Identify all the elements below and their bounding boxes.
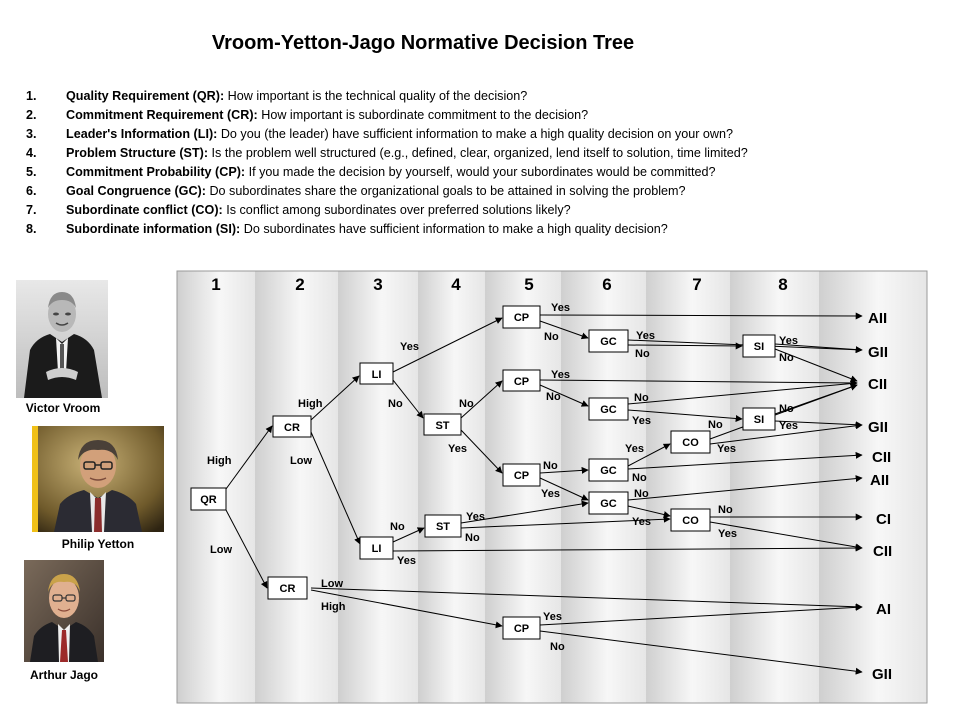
edge-label: Low	[290, 455, 312, 467]
edge-label: No	[779, 403, 794, 415]
edge-label: High	[298, 398, 323, 410]
svg-text:LI: LI	[371, 543, 382, 555]
svg-text:CP: CP	[513, 376, 530, 388]
arthur-jago-photo	[24, 560, 104, 662]
svg-text:CP: CP	[513, 623, 530, 635]
node-qr	[191, 488, 226, 510]
criteria-number: 6.	[26, 184, 37, 198]
edge-label: Yes	[779, 420, 798, 432]
outcome-cii: CII	[872, 449, 892, 466]
edge-label: Low	[210, 544, 232, 556]
svg-text:ST: ST	[435, 521, 451, 533]
criteria-description: Do you (the leader) have sufficient information to make a high quality decision on your own?	[220, 127, 734, 141]
svg-text:CR: CR	[279, 583, 296, 595]
svg-text:GC: GC	[600, 465, 617, 477]
criteria-term: Leader's Information (LI): Do you (the leader) have sufficient information to make a high quality decision on your own?	[66, 127, 734, 141]
node-gc-2	[589, 398, 628, 420]
column-label-2: 2	[295, 275, 305, 294]
edge-label: No	[465, 532, 480, 544]
philip-yetton-photo	[32, 426, 164, 532]
column-label-8: 8	[778, 275, 788, 294]
node-gc-3	[589, 459, 628, 481]
victor-vroom-photo	[16, 280, 108, 398]
outcome-ci: CI	[876, 511, 891, 528]
column-label-7: 7	[692, 275, 702, 294]
node-co-2	[671, 509, 710, 531]
edge-label: Yes	[625, 443, 644, 455]
criteria-term: Problem Structure (ST): Is the problem well structured (e.g., defined, clear, organized, lend itself to solution, time limited?	[66, 146, 748, 160]
edge-label: No	[635, 348, 650, 360]
edge-label: High	[207, 455, 232, 467]
svg-text:GC: GC	[600, 498, 617, 510]
node-li-1	[360, 363, 393, 384]
edge-label: No	[634, 392, 649, 404]
outcome-gii: GII	[868, 344, 889, 361]
criteria-description: Do subordinates have sufficient information to make a high quality decision?	[243, 222, 668, 236]
svg-text:CO: CO	[682, 437, 699, 449]
svg-text:GC: GC	[600, 404, 617, 416]
edge-label: Yes	[717, 443, 736, 455]
edge-label: Yes	[448, 443, 467, 455]
edge-label: Yes	[636, 330, 655, 342]
criteria-term: Commitment Requirement (CR): How important is subordinate commitment to the decision?	[66, 108, 589, 122]
criteria-number: 7.	[26, 203, 37, 217]
criteria-term: Subordinate conflict (CO): Is conflict among subordinates over preferred solutions likely?	[66, 203, 571, 217]
node-st-1	[424, 414, 461, 435]
outcome-ai: AI	[876, 601, 891, 618]
svg-text:CP: CP	[513, 470, 530, 482]
outcome-cii: CII	[868, 376, 888, 393]
edge-label: No	[390, 521, 405, 533]
edge-label: No	[634, 488, 649, 500]
edge-label: Yes	[543, 611, 562, 623]
edge-label: No	[459, 398, 474, 410]
outcome-aii: AII	[870, 472, 890, 489]
column-label-5: 5	[524, 275, 534, 294]
criteria-description: Is the problem well structured (e.g., defined, clear, organized, lend itself to solution, time limited?	[211, 146, 748, 160]
outcome-gii: GII	[868, 419, 889, 436]
criteria-term: Quality Requirement (QR): How important is the technical quality of the decision?	[66, 89, 528, 103]
edge-label: Yes	[718, 528, 737, 540]
edge-label: No	[550, 641, 565, 653]
column-label-1: 1	[211, 275, 221, 294]
outcome-gii: GII	[872, 666, 893, 683]
criteria-description: If you made the decision by yourself, would your subordinates would be committed?	[248, 165, 716, 179]
node-cp-3	[503, 464, 540, 486]
criteria-description: How important is subordinate commitment to the decision?	[261, 108, 589, 122]
node-cp-1	[503, 306, 540, 328]
svg-text:GC: GC	[600, 336, 617, 348]
page-title: Vroom-Yetton-Jago Normative Decision Tree	[211, 32, 635, 54]
criteria-number: 2.	[26, 108, 37, 122]
edge-label: No	[632, 472, 647, 484]
criteria-term: Commitment Probability (CP): If you made the decision by yourself, would your subordinates would be committed?	[66, 165, 716, 179]
node-si-2	[743, 408, 775, 430]
outcome-cii: CII	[873, 543, 893, 560]
node-li-2	[360, 537, 393, 559]
criteria-number: 8.	[26, 222, 37, 236]
criteria-number: 1.	[26, 89, 37, 103]
edge-label: No	[543, 460, 558, 472]
edge-label: Yes	[466, 511, 485, 523]
node-gc-4	[589, 492, 628, 514]
svg-text:SI: SI	[753, 341, 765, 353]
criteria-description: How important is the technical quality of the decision?	[227, 89, 528, 103]
edge-label: Yes	[551, 302, 570, 314]
svg-text:CR: CR	[284, 422, 300, 434]
node-cr-1	[273, 416, 311, 437]
edge-label: Yes	[632, 415, 651, 427]
criteria-term: Goal Congruence (GC): Do subordinates share the organizational goals to be attained in solving the problem?	[66, 184, 686, 198]
svg-text:CO: CO	[682, 515, 699, 527]
svg-text:SI: SI	[753, 414, 765, 426]
edge-label: Yes	[779, 335, 798, 347]
edge-label: Low	[321, 578, 343, 590]
criteria-number: 3.	[26, 127, 37, 141]
edge-label: High	[321, 601, 346, 613]
edge-label: No	[546, 391, 561, 403]
edge-label: Yes	[400, 341, 419, 353]
node-gc-1	[589, 330, 628, 352]
criteria-number: 4.	[26, 146, 37, 160]
criteria-description: Do subordinates share the organizational goals to be attained in solving the problem?	[209, 184, 686, 198]
column-label-4: 4	[451, 275, 461, 294]
column-label-6: 6	[602, 275, 612, 294]
edge-label: No	[779, 352, 794, 364]
svg-text:LI: LI	[371, 369, 382, 381]
node-cp-2	[503, 370, 540, 391]
node-cr-2	[268, 577, 307, 599]
edge-label: Yes	[551, 369, 570, 381]
edge-label: No	[708, 419, 723, 431]
philip-yetton-caption: Philip Yetton	[61, 537, 135, 551]
node-co-1	[671, 431, 710, 453]
node-si-1	[743, 335, 775, 357]
svg-text:ST: ST	[435, 420, 450, 432]
svg-text:QR: QR	[200, 494, 217, 506]
edge-label: No	[718, 504, 733, 516]
column-label-3: 3	[373, 275, 383, 294]
edge-label: Yes	[397, 555, 416, 567]
edge-label: Yes	[632, 516, 651, 528]
node-st-2	[425, 515, 461, 537]
edge-label: Yes	[541, 488, 560, 500]
edge-label: No	[544, 331, 559, 343]
node-cp-4	[503, 617, 540, 639]
arthur-jago-caption: Arthur Jago	[29, 668, 98, 682]
criteria-number: 5.	[26, 165, 37, 179]
decision-tree-diagram	[176, 270, 928, 704]
edge-label: No	[388, 398, 403, 410]
victor-vroom-caption: Victor Vroom	[25, 401, 101, 415]
criteria-term: Subordinate information (SI): Do subordinates have sufficient information to make a high quality decision?	[66, 222, 668, 236]
criteria-description: Is conflict among subordinates over preferred solutions likely?	[226, 203, 571, 217]
outcome-aii: AII	[868, 310, 888, 327]
svg-text:CP: CP	[513, 312, 530, 324]
